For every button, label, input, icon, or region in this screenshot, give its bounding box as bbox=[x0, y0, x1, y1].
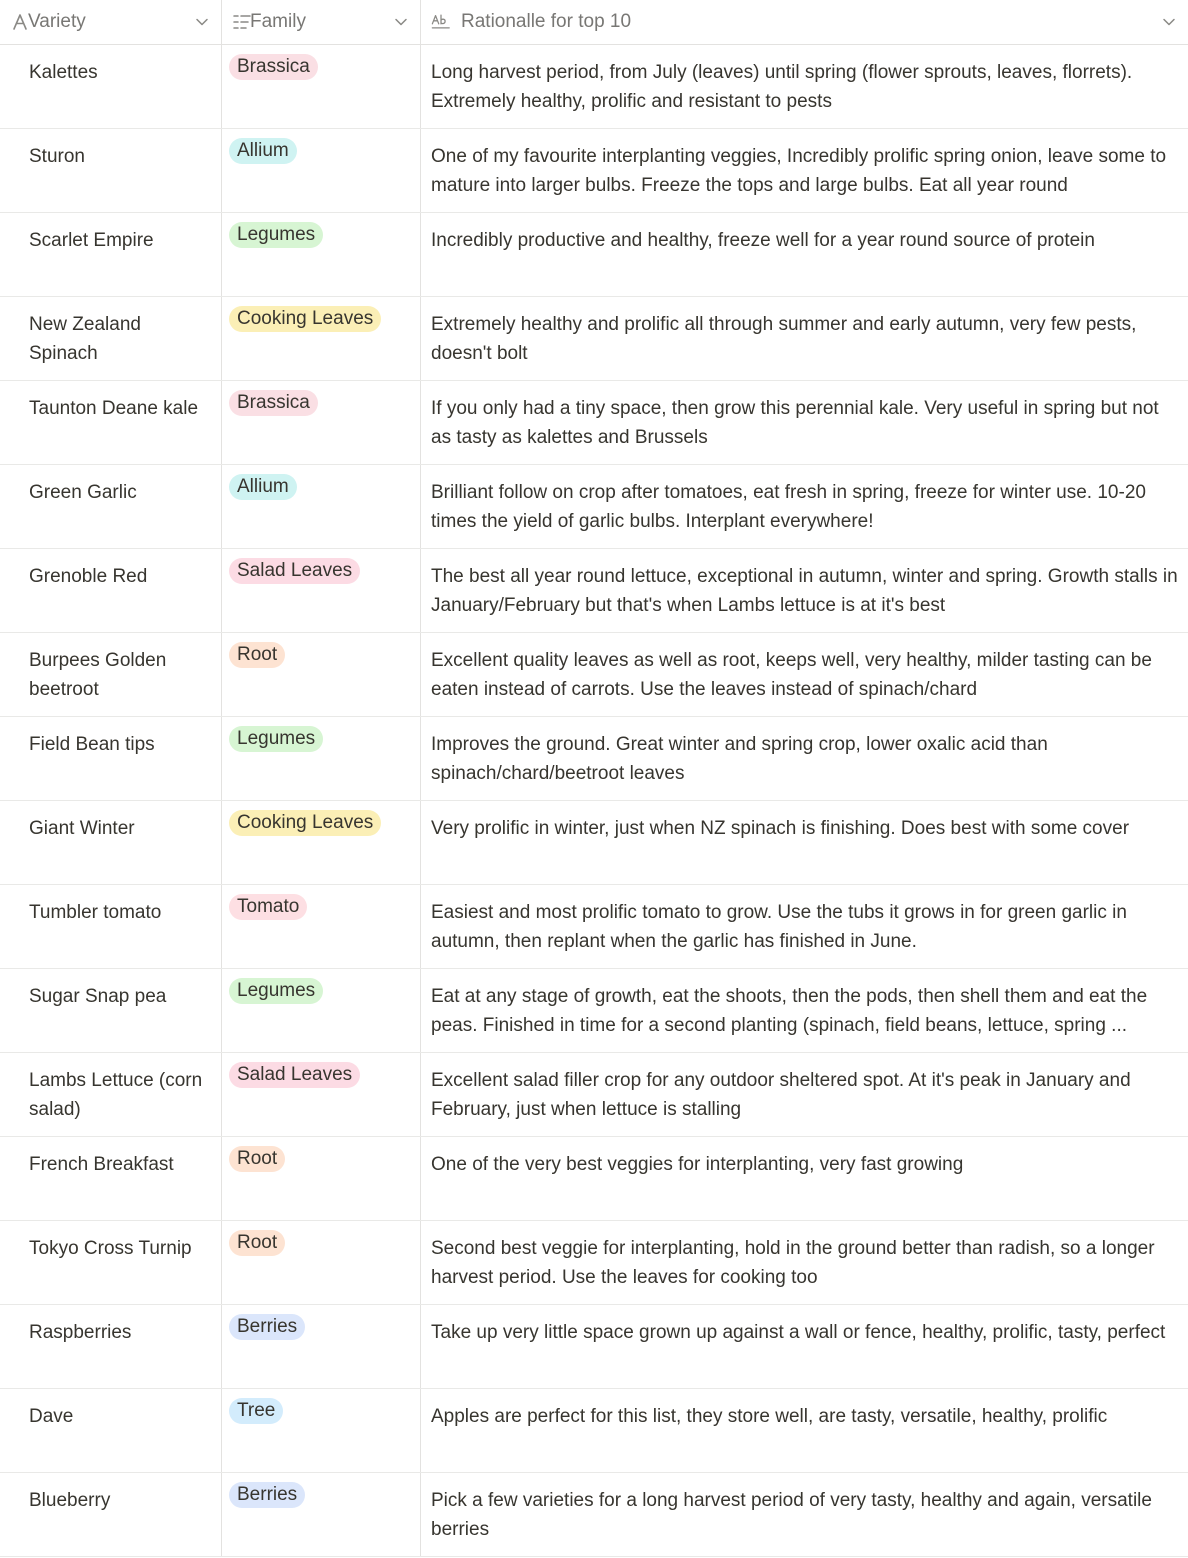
rationale-cell[interactable] bbox=[421, 297, 1188, 380]
family-cell[interactable] bbox=[222, 297, 421, 380]
variety-cell[interactable]: Blueberry bbox=[0, 1473, 222, 1556]
family-cell[interactable] bbox=[222, 549, 421, 632]
rationale-text: Pick a few varieties for a long harvest period of very tasty, healthy and again, versatile berries bbox=[431, 1490, 1152, 1540]
variety-cell[interactable]: Giant Winter bbox=[0, 801, 222, 884]
family-cell[interactable] bbox=[222, 1305, 421, 1388]
chevron-down-icon[interactable] bbox=[195, 15, 209, 29]
variety-cell[interactable]: Kalettes bbox=[0, 45, 222, 128]
rationale-text: Take up very little space grown up against a wall or fence, healthy, prolific, tasty, perfect bbox=[431, 1322, 1166, 1343]
select-property-icon bbox=[232, 12, 252, 32]
variety-cell[interactable]: Lambs Lettuce (corn salad) bbox=[0, 1053, 222, 1136]
family-cell[interactable] bbox=[222, 633, 421, 716]
rationale-text: Apples are perfect for this list, they store well, are tasty, versatile, healthy, prolific bbox=[431, 1406, 1108, 1427]
rationale-text: Extremely healthy and prolific all through summer and early autumn, very few pests, doesn't bolt bbox=[431, 314, 1137, 364]
variety-cell[interactable]: Sugar Snap pea bbox=[0, 969, 222, 1052]
family-cell[interactable] bbox=[222, 969, 421, 1052]
rationale-text: The best all year round lettuce, exceptional in autumn, winter and spring. Growth stalls in January/February but that's when Lambs lettuce is at it's best bbox=[431, 566, 1178, 616]
rationale-text: Excellent salad filler crop for any outdoor sheltered spot. At it's peak in January and February, just when lettuce is stalling bbox=[431, 1070, 1131, 1120]
family-cell[interactable] bbox=[222, 1221, 421, 1304]
rationale-cell[interactable] bbox=[421, 885, 1188, 968]
rationale-text: One of my favourite interplanting veggies, Incredibly prolific spring onion, leave some to mature into larger bulbs. Freeze the tops and large bulbs. Eat all year round bbox=[431, 146, 1167, 196]
text-property-icon bbox=[431, 12, 451, 32]
rationale-text: Excellent quality leaves as well as root, keeps well, very healthy, milder tasting can be eaten instead of carrots. Use the leaves instead of spinach/chard bbox=[431, 650, 1152, 700]
table-row[interactable] bbox=[0, 549, 1188, 633]
variety-cell[interactable]: Raspberries bbox=[0, 1305, 222, 1388]
variety-cell[interactable]: New Zealand Spinach bbox=[0, 297, 222, 380]
table-row[interactable] bbox=[0, 297, 1188, 381]
variety-cell[interactable]: Field Bean tips bbox=[0, 717, 222, 800]
table-row[interactable] bbox=[0, 1473, 1188, 1557]
variety-cell[interactable]: Dave bbox=[0, 1389, 222, 1472]
family-tag: Legumes bbox=[229, 222, 323, 248]
rationale-cell[interactable] bbox=[421, 45, 1188, 128]
rationale-text: Second best veggie for interplanting, hold in the ground better than radish, so a longer harvest period. Use the leaves for cooking too bbox=[431, 1238, 1155, 1288]
rationale-cell[interactable] bbox=[421, 549, 1188, 632]
rationale-cell[interactable] bbox=[421, 801, 1188, 884]
family-tag: Brassica bbox=[229, 54, 318, 80]
rationale-cell[interactable] bbox=[421, 1137, 1188, 1220]
family-tag: Tomato bbox=[229, 894, 307, 920]
family-cell[interactable] bbox=[222, 465, 421, 548]
family-tag: Legumes bbox=[229, 726, 323, 752]
table-row[interactable] bbox=[0, 129, 1188, 213]
rationale-text: Easiest and most prolific tomato to grow. Use the tubs it grows in for green garlic in autumn, then replant when the garlic has finished in June. bbox=[431, 902, 1127, 952]
family-tag: Brassica bbox=[229, 390, 318, 416]
family-cell[interactable] bbox=[222, 129, 421, 212]
family-cell[interactable] bbox=[222, 801, 421, 884]
table-body bbox=[0, 45, 1188, 1557]
family-cell[interactable] bbox=[222, 1389, 421, 1472]
rationale-cell[interactable] bbox=[421, 129, 1188, 212]
chevron-down-icon[interactable] bbox=[394, 15, 408, 29]
rationale-cell[interactable] bbox=[421, 717, 1188, 800]
rationale-text: Brilliant follow on crop after tomatoes, eat fresh in spring, freeze for winter use. 10-20 times the yield of garlic bulbs. Interplant everywhere! bbox=[431, 482, 1146, 532]
table-row[interactable] bbox=[0, 1221, 1188, 1305]
table-row[interactable] bbox=[0, 633, 1188, 717]
rationale-cell[interactable] bbox=[421, 1389, 1188, 1472]
table-row[interactable] bbox=[0, 213, 1188, 297]
variety-cell[interactable]: Grenoble Red bbox=[0, 549, 222, 632]
column-header-label: Family bbox=[250, 11, 306, 32]
variety-cell[interactable]: French Breakfast bbox=[0, 1137, 222, 1220]
family-tag: Legumes bbox=[229, 978, 323, 1004]
variety-cell[interactable]: Burpees Golden beetroot bbox=[0, 633, 222, 716]
rationale-cell[interactable] bbox=[421, 381, 1188, 464]
family-tag: Tree bbox=[229, 1398, 283, 1424]
family-tag: Allium bbox=[229, 138, 297, 164]
column-header-rationale[interactable] bbox=[421, 0, 1188, 44]
variety-cell[interactable]: Scarlet Empire bbox=[0, 213, 222, 296]
table-row[interactable] bbox=[0, 381, 1188, 465]
rationale-cell[interactable] bbox=[421, 633, 1188, 716]
title-property-icon bbox=[10, 12, 30, 32]
family-cell[interactable] bbox=[222, 1053, 421, 1136]
rationale-cell[interactable] bbox=[421, 1305, 1188, 1388]
rationale-cell[interactable] bbox=[421, 465, 1188, 548]
rationale-cell[interactable] bbox=[421, 1473, 1188, 1556]
column-header-label: Rationalle for top 10 bbox=[461, 11, 632, 32]
table-row[interactable] bbox=[0, 969, 1188, 1053]
table-row[interactable] bbox=[0, 1389, 1188, 1473]
rationale-cell[interactable] bbox=[421, 969, 1188, 1052]
family-cell[interactable] bbox=[222, 717, 421, 800]
family-tag: Berries bbox=[229, 1314, 305, 1340]
variety-cell[interactable]: Tokyo Cross Turnip bbox=[0, 1221, 222, 1304]
family-tag: Root bbox=[229, 1146, 285, 1172]
rationale-text: If you only had a tiny space, then grow this perennial kale. Very useful in spring but not as tasty as kalettes and Brussels bbox=[431, 398, 1159, 448]
rationale-cell[interactable] bbox=[421, 1221, 1188, 1304]
family-tag: Root bbox=[229, 642, 285, 668]
family-tag: Salad Leaves bbox=[229, 1062, 360, 1088]
rationale-text: Eat at any stage of growth, eat the shoots, then the pods, then shell them and eat the peas. Finished in time for a second planting (spinach, field beans, lettuce, spring ... bbox=[431, 986, 1148, 1036]
variety-cell[interactable]: Sturon bbox=[0, 129, 222, 212]
variety-cell[interactable]: Green Garlic bbox=[0, 465, 222, 548]
table-row[interactable] bbox=[0, 1137, 1188, 1221]
column-header-label: Variety bbox=[28, 11, 86, 32]
rationale-text: Improves the ground. Great winter and spring crop, lower oxalic acid than spinach/chard/beetroot leaves bbox=[431, 734, 1048, 784]
family-cell[interactable] bbox=[222, 381, 421, 464]
rationale-cell[interactable] bbox=[421, 1053, 1188, 1136]
family-tag: Berries bbox=[229, 1482, 305, 1508]
family-tag: Allium bbox=[229, 474, 297, 500]
family-tag: Root bbox=[229, 1230, 285, 1256]
table-row[interactable] bbox=[0, 45, 1188, 129]
column-header-family[interactable] bbox=[222, 0, 421, 44]
table-row[interactable] bbox=[0, 465, 1188, 549]
rationale-text: Incredibly productive and healthy, freeze well for a year round source of protein bbox=[431, 230, 1095, 251]
table-row[interactable] bbox=[0, 801, 1188, 885]
family-cell[interactable] bbox=[222, 45, 421, 128]
table-row[interactable] bbox=[0, 885, 1188, 969]
table-header bbox=[0, 0, 1188, 45]
column-header-variety[interactable] bbox=[0, 0, 222, 44]
chevron-down-icon[interactable] bbox=[1162, 15, 1176, 29]
rationale-cell[interactable] bbox=[421, 213, 1188, 296]
rationale-text: Very prolific in winter, just when NZ spinach is finishing. Does best with some cover bbox=[431, 818, 1130, 839]
rationale-text: One of the very best veggies for interplanting, very fast growing bbox=[431, 1154, 964, 1175]
family-cell[interactable] bbox=[222, 1137, 421, 1220]
variety-cell[interactable]: Taunton Deane kale bbox=[0, 381, 222, 464]
table-row[interactable] bbox=[0, 1053, 1188, 1137]
family-cell[interactable] bbox=[222, 213, 421, 296]
rationale-text: Long harvest period, from July (leaves) until spring (flower sprouts, leaves, florrets). Extremely healthy, prolific and resistant to pests bbox=[431, 62, 1133, 112]
family-tag: Salad Leaves bbox=[229, 558, 360, 584]
family-tag: Cooking Leaves bbox=[229, 810, 381, 836]
table-row[interactable] bbox=[0, 717, 1188, 801]
family-tag: Cooking Leaves bbox=[229, 306, 381, 332]
family-cell[interactable] bbox=[222, 885, 421, 968]
family-cell[interactable] bbox=[222, 1473, 421, 1556]
variety-cell[interactable]: Tumbler tomato bbox=[0, 885, 222, 968]
table-row[interactable] bbox=[0, 1305, 1188, 1389]
